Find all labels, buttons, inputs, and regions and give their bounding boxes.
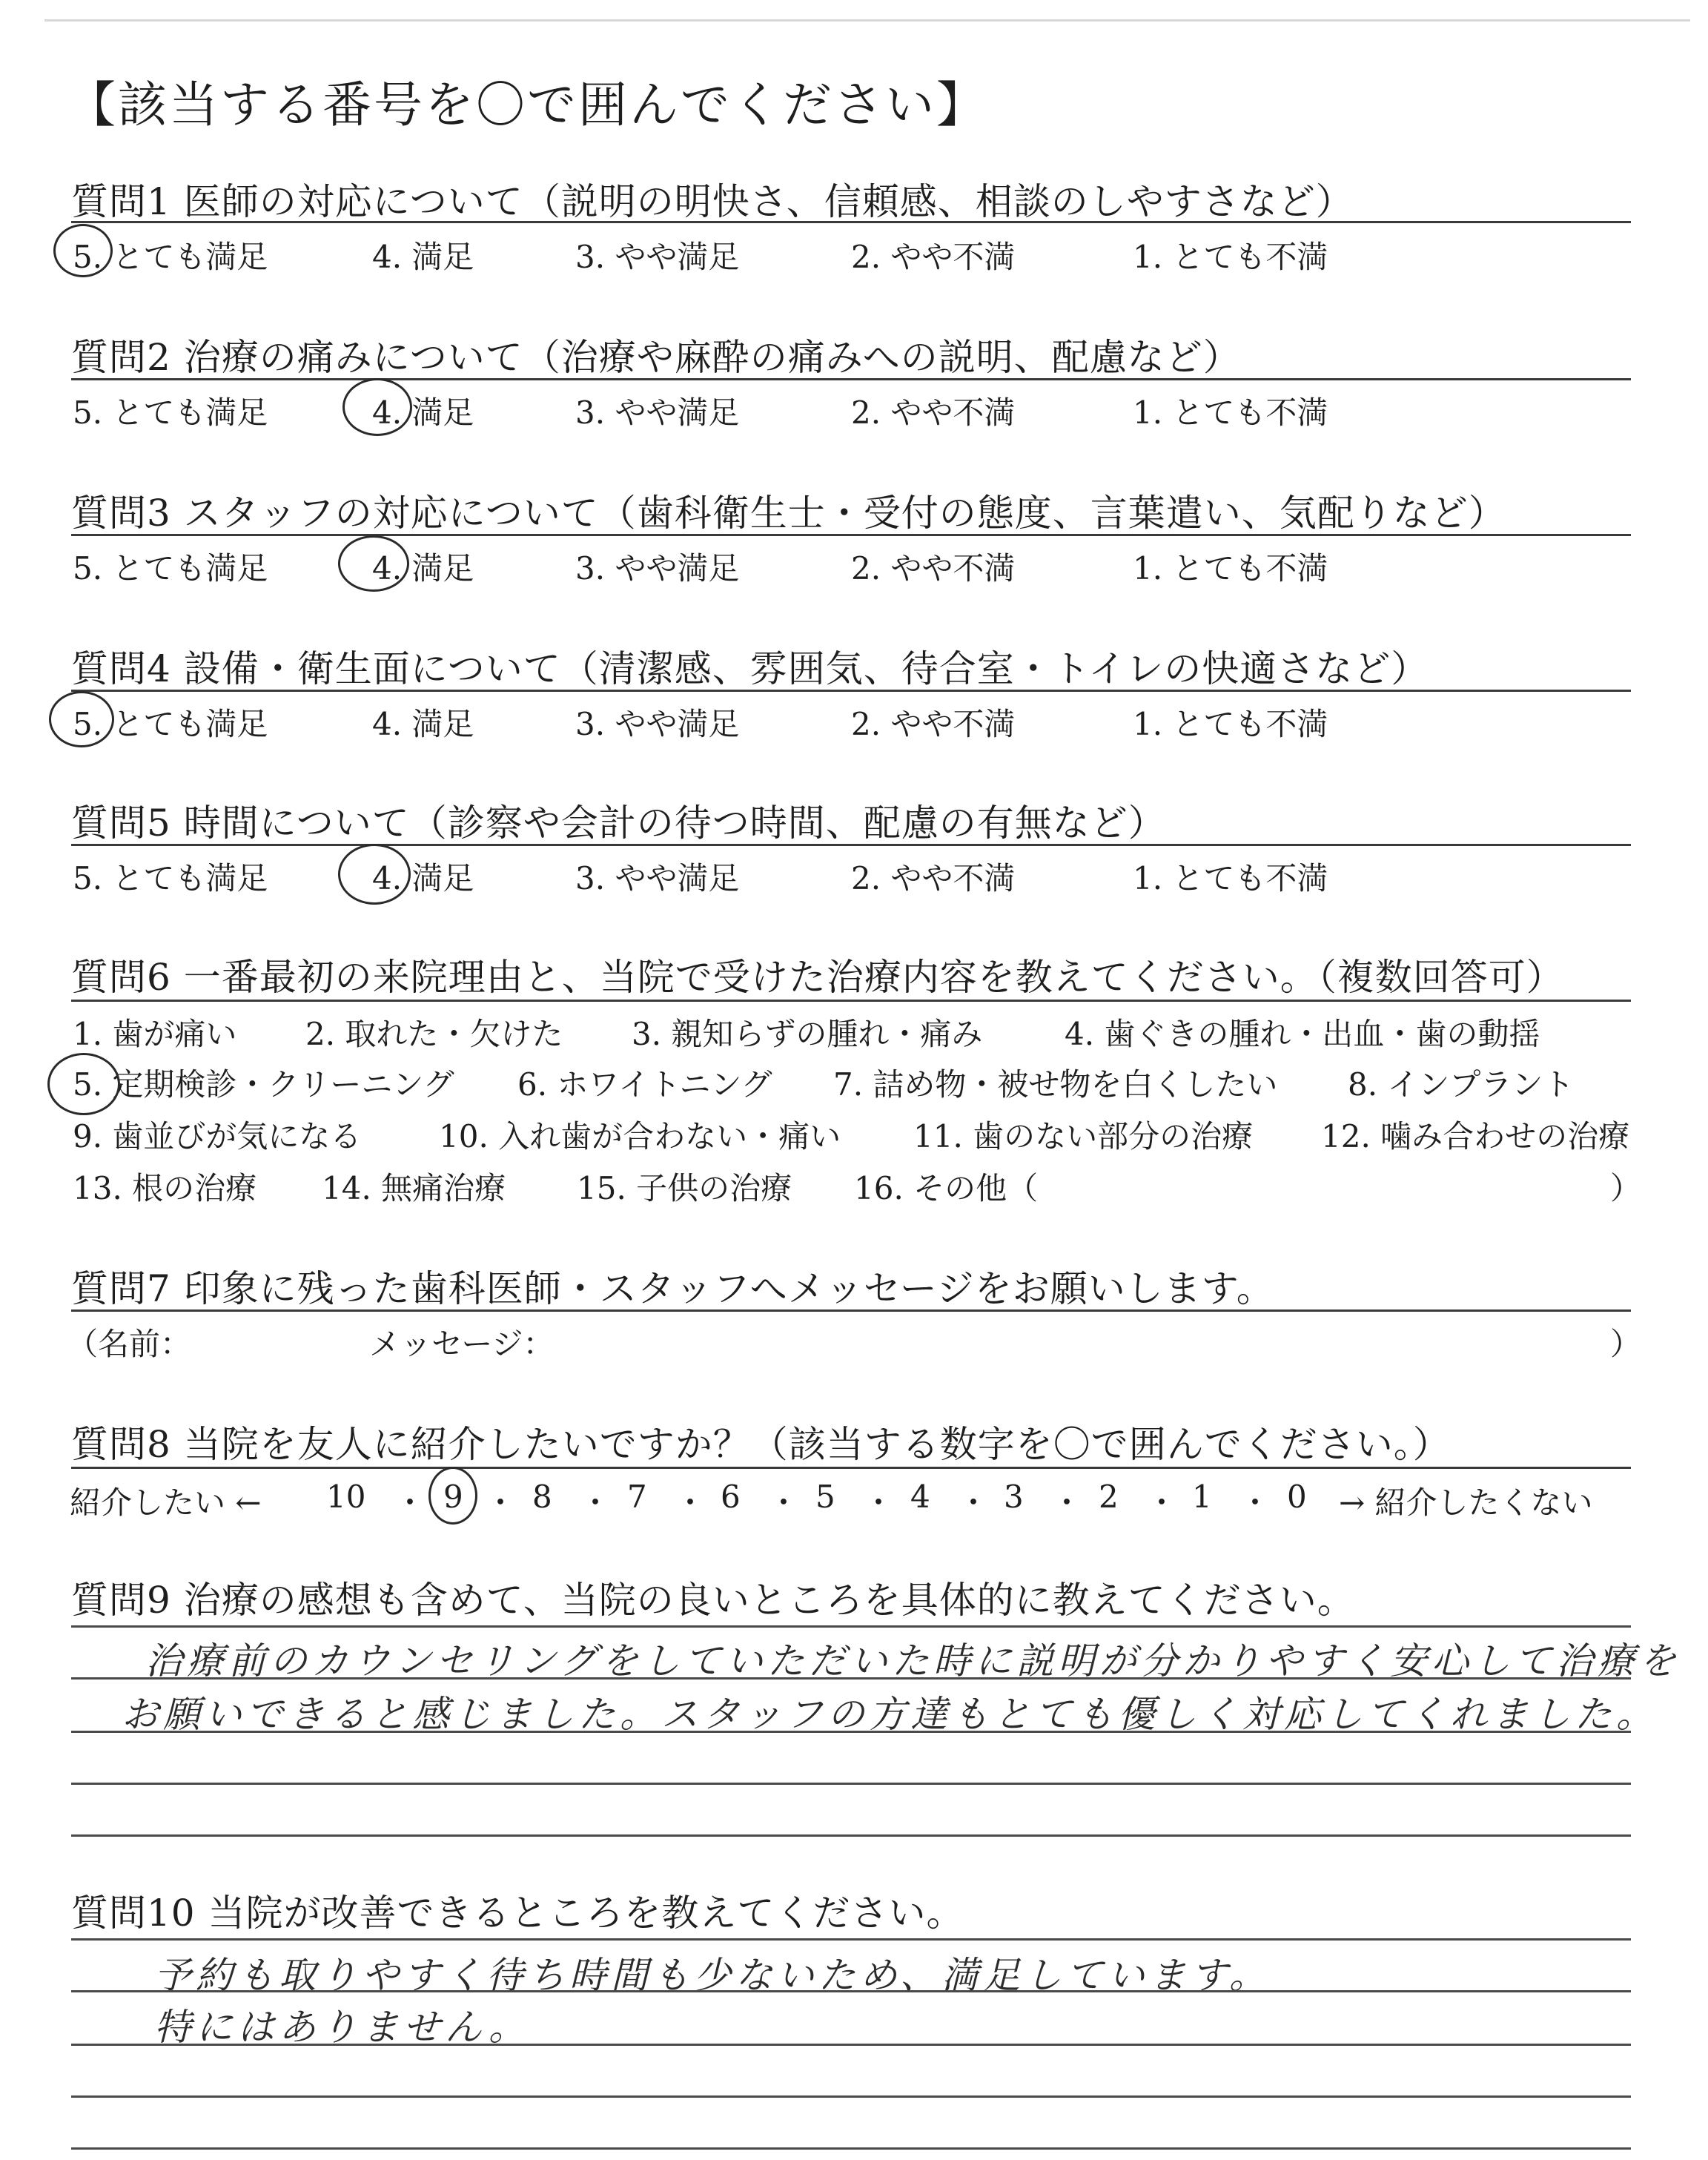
- q8-scale-dot: ・: [1239, 1484, 1271, 1521]
- question-1-rule: [71, 221, 1631, 223]
- question-6-title: 質問6 一番最初の来院理由と、当院で受けた治療内容を教えてください。（複数回答可）: [71, 956, 1564, 999]
- q10-writing-line: [71, 2147, 1631, 2150]
- question-5-rule: [71, 844, 1631, 846]
- q9-writing-line: [71, 1731, 1631, 1733]
- q6-option-5[interactable]: 5. 定期検診・クリーニング: [73, 1066, 454, 1103]
- q2-option-5[interactable]: 5. とても満足: [73, 394, 268, 431]
- question-5-title: 質問5 時間について（診察や会計の待つ時間、配慮の有無など）: [71, 802, 1166, 845]
- q9-answer-line-1: 治療前のカウンセリングをしていただいた時に説明が分かりやすく安心して治療を: [145, 1639, 1681, 1682]
- q9-answer-line-2: お願いできると感じました。スタッフの方達もとても優しく対応してくれました。: [122, 1693, 1658, 1736]
- q8-scale-dot: ・: [958, 1484, 990, 1521]
- q5-option-2[interactable]: 2. やや不満: [851, 860, 1016, 896]
- q4-option-2[interactable]: 2. やや不満: [851, 706, 1016, 742]
- q9-writing-line: [71, 1783, 1631, 1785]
- q9-writing-line: [71, 1677, 1631, 1680]
- question-8-rule: [71, 1467, 1631, 1469]
- q2-option-1[interactable]: 1. とても不満: [1133, 394, 1328, 431]
- q8-scale-dot: ・: [394, 1484, 426, 1521]
- q10-answer-line-2: 特にはありません。: [154, 2006, 530, 2049]
- q1-selection-circle: [53, 224, 113, 277]
- q8-scale-dot: ・: [1051, 1484, 1083, 1521]
- q8-scale-3[interactable]: 3: [1004, 1479, 1024, 1515]
- q6-option-10[interactable]: 10. 入れ歯が合わない・痛い: [439, 1118, 841, 1155]
- q8-scale-9[interactable]: 9: [443, 1479, 463, 1515]
- q6-option-12[interactable]: 12. 噛み合わせの治療: [1321, 1118, 1630, 1155]
- q6-option-2[interactable]: 2. 取れた・欠けた: [305, 1016, 563, 1052]
- q4-option-1[interactable]: 1. とても不満: [1133, 706, 1328, 742]
- q3-option-1[interactable]: 1. とても不満: [1133, 550, 1328, 587]
- q5-option-3[interactable]: 3. やや満足: [575, 860, 740, 896]
- q6-option-13[interactable]: 13. 根の治療: [73, 1170, 257, 1206]
- q2-option-4[interactable]: 4. 満足: [372, 394, 474, 431]
- q6-option-15[interactable]: 15. 子供の治療: [577, 1170, 792, 1206]
- q6-selection-circle: [47, 1053, 120, 1115]
- question-10-title: 質問10 当院が改善できるところを教えてください。: [71, 1892, 964, 1935]
- q8-scale-dot: ・: [768, 1484, 800, 1521]
- question-2-title: 質問2 治療の痛みについて（治療や麻酔の痛みへの説明、配慮など）: [71, 336, 1241, 379]
- top-border: [44, 19, 1690, 22]
- q3-option-2[interactable]: 2. やや不満: [851, 550, 1016, 587]
- q6-option-6[interactable]: 6. ホワイトニング: [517, 1066, 772, 1103]
- q8-scale-7[interactable]: 7: [627, 1479, 647, 1515]
- q8-scale-10[interactable]: 10: [326, 1479, 366, 1515]
- q3-option-5[interactable]: 5. とても満足: [73, 550, 268, 587]
- q8-scale-dot: ・: [580, 1484, 612, 1521]
- question-6-rule: [71, 1000, 1631, 1002]
- question-7-rule: [71, 1309, 1631, 1312]
- q10-writing-line: [71, 1990, 1631, 1992]
- question-1-title: 質問1 医師の対応について（説明の明快さ、信頼感、相談のしやすさなど）: [71, 180, 1354, 223]
- q6-option-1[interactable]: 1. 歯が痛い: [73, 1016, 237, 1052]
- q5-option-5[interactable]: 5. とても満足: [73, 860, 268, 896]
- q8-scale-2[interactable]: 2: [1099, 1479, 1119, 1515]
- q8-scale-dot: ・: [1146, 1484, 1178, 1521]
- q3-selection-circle: [338, 535, 409, 592]
- question-8-title: 質問8 当院を友人に紹介したいですか？（該当する数字を〇で囲んでください。）: [71, 1423, 1451, 1466]
- q8-left-label: 紹介したい ←: [70, 1484, 262, 1521]
- q1-option-4[interactable]: 4. 満足: [372, 239, 474, 275]
- q4-option-5[interactable]: 5. とても満足: [73, 706, 268, 742]
- q1-option-1[interactable]: 1. とても不満: [1133, 239, 1328, 275]
- q8-right-label: → 紹介したくない: [1339, 1484, 1593, 1521]
- q6-option-14[interactable]: 14. 無痛治療: [322, 1170, 506, 1206]
- q8-scale-1[interactable]: 1: [1192, 1479, 1212, 1515]
- q10-writing-line: [71, 2044, 1631, 2046]
- q2-option-3[interactable]: 3. やや満足: [575, 394, 740, 431]
- q1-option-2[interactable]: 2. やや不満: [851, 239, 1016, 275]
- q7-close-paren: ）: [1610, 1326, 1642, 1362]
- q4-option-3[interactable]: 3. やや満足: [575, 706, 740, 742]
- q8-scale-6[interactable]: 6: [721, 1479, 741, 1515]
- q6-option-8[interactable]: 8. インプラント: [1348, 1066, 1575, 1103]
- q9-writing-line: [71, 1625, 1631, 1628]
- q8-selection-circle: [428, 1467, 477, 1525]
- q8-scale-dot: ・: [485, 1484, 517, 1521]
- q6-option-16[interactable]: 16. その他（: [854, 1170, 1039, 1206]
- q5-selection-circle: [338, 844, 411, 905]
- q10-writing-line: [71, 2095, 1631, 2098]
- question-3-title: 質問3 スタッフの対応について（歯科衛生士・受付の態度、言葉遣い、気配りなど）: [71, 492, 1506, 535]
- q6-other-close-paren: ）: [1610, 1170, 1642, 1206]
- q8-scale-dot: ・: [675, 1484, 706, 1521]
- q8-scale-4[interactable]: 4: [910, 1479, 930, 1515]
- q4-option-4[interactable]: 4. 満足: [372, 706, 474, 742]
- question-2-rule: [71, 378, 1631, 380]
- q7-name-label: （名前：: [67, 1326, 192, 1362]
- q5-option-4[interactable]: 4. 満足: [372, 860, 474, 896]
- q7-message-label: メッセージ：: [369, 1326, 555, 1362]
- q3-option-3[interactable]: 3. やや満足: [575, 550, 740, 587]
- question-7-title: 質問7 印象に残った歯科医師・スタッフへメッセージをお願いします。: [71, 1267, 1274, 1310]
- q8-scale-dot: ・: [863, 1484, 895, 1521]
- form-instruction-header: 【該当する番号を〇で囲んでください】: [67, 76, 987, 133]
- q2-selection-circle: [342, 378, 412, 436]
- q2-option-2[interactable]: 2. やや不満: [851, 394, 1016, 431]
- q5-option-1[interactable]: 1. とても不満: [1133, 860, 1328, 896]
- q6-option-4[interactable]: 4. 歯ぐきの腫れ・出血・歯の動揺: [1065, 1016, 1540, 1052]
- question-3-rule: [71, 534, 1631, 536]
- q10-answer-line-1: 予約も取りやすく待ち時間も少ないため、満足しています。: [154, 1954, 1271, 1997]
- q4-selection-circle: [49, 691, 114, 747]
- q1-option-5[interactable]: 5. とても満足: [73, 239, 268, 275]
- q3-option-4[interactable]: 4. 満足: [372, 550, 474, 587]
- q8-scale-5[interactable]: 5: [815, 1479, 835, 1515]
- q6-option-11[interactable]: 11. 歯のない部分の治療: [913, 1118, 1254, 1155]
- question-4-title: 質問4 設備・衛生面について（清潔感、雰囲気、待合室・トイレの快適さなど）: [71, 647, 1429, 690]
- q8-scale-0[interactable]: 0: [1287, 1479, 1307, 1515]
- q6-option-7[interactable]: 7. 詰め物・被せ物を白くしたい: [833, 1066, 1278, 1103]
- question-4-rule: [71, 690, 1631, 692]
- q9-writing-line: [71, 1834, 1631, 1837]
- q10-writing-line: [71, 1938, 1631, 1941]
- q6-option-3[interactable]: 3. 親知らずの腫れ・痛み: [632, 1016, 983, 1052]
- q8-scale-8[interactable]: 8: [532, 1479, 552, 1515]
- question-9-title: 質問9 治療の感想も含めて、当院の良いところを具体的に教えてください。: [71, 1579, 1355, 1622]
- q6-option-9[interactable]: 9. 歯並びが気になる: [73, 1118, 362, 1155]
- q1-option-3[interactable]: 3. やや満足: [575, 239, 740, 275]
